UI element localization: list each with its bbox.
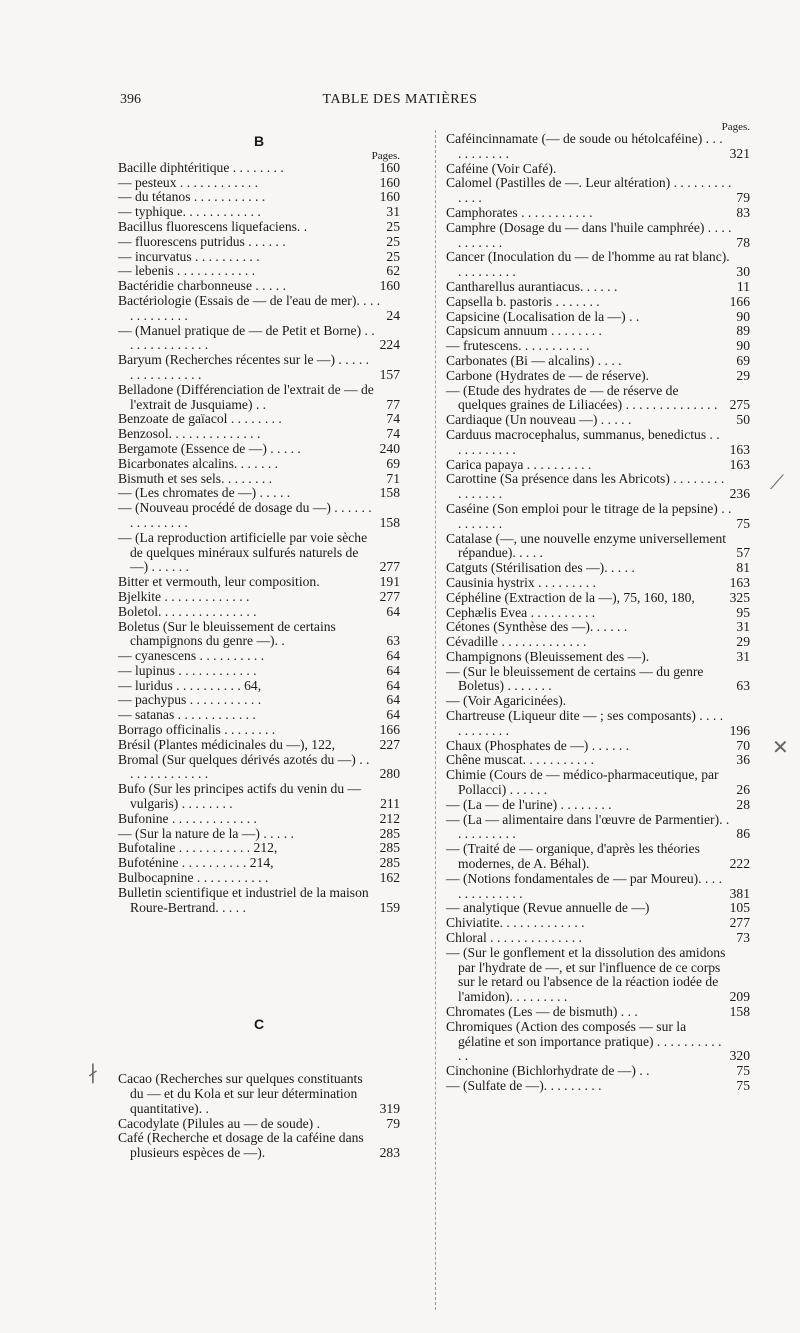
- index-entry: [118, 664, 400, 679]
- entry-page: 24: [386, 307, 400, 323]
- index-entry: [118, 205, 400, 220]
- entry-page: 71: [386, 470, 400, 486]
- entry-page: 90: [736, 338, 750, 354]
- entry-text: Bufoténine . . . . . . . . . . 214,: [118, 855, 274, 871]
- index-entry: [446, 798, 750, 813]
- index-entry: [446, 606, 750, 621]
- index-entry: [118, 161, 400, 176]
- entry-page: 319: [379, 1100, 400, 1116]
- entry-page: 285: [379, 825, 400, 841]
- entry-page: 166: [729, 293, 750, 309]
- index-entry: [446, 694, 750, 709]
- entry-text: Caséine (Son emploi pour le titrage de la pepsine) . . . . . . . . .: [446, 500, 732, 531]
- entry-text: Capsella b. pastoris . . . . . . .: [446, 293, 600, 309]
- entry-page: 30: [736, 264, 750, 280]
- index-entry: [446, 576, 750, 591]
- entry-text: Benzosol. . . . . . . . . . . . . .: [118, 426, 261, 442]
- entry-text: — fluorescens putridus . . . . . .: [118, 233, 286, 249]
- entry-page: 86: [736, 826, 750, 842]
- entry-text: — (Traité de — organique, d'après les théories modernes, de A. Béhal).: [446, 841, 700, 872]
- entry-text: — luridus . . . . . . . . . . 64,: [118, 677, 262, 693]
- entry-page: 25: [386, 248, 400, 264]
- entry-text: Bufonine . . . . . . . . . . . . .: [118, 810, 257, 826]
- index-entry: [118, 220, 400, 235]
- index-entry: [118, 324, 400, 354]
- index-entry: [118, 886, 400, 916]
- entry-text: — pachypus . . . . . . . . . . .: [118, 692, 262, 708]
- pencil-mark: ∤: [88, 1060, 98, 1084]
- entry-text: Chromiques (Action des composés — sur la gélatine et son importance pratique) . . . . . . . . . . . .: [446, 1018, 722, 1064]
- index-entry: [446, 295, 750, 310]
- entry-text: Caféine (Voir Café).: [446, 160, 557, 176]
- entry-page: 158: [729, 1004, 750, 1020]
- entry-text: — incurvatus . . . . . . . . . .: [118, 248, 260, 264]
- entry-text: Bufotaline . . . . . . . . . . . 212,: [118, 840, 278, 856]
- entry-page: 63: [736, 678, 750, 694]
- entry-page: 277: [729, 915, 750, 931]
- index-entry: [118, 620, 400, 650]
- index-entry: [118, 235, 400, 250]
- entry-page: 50: [736, 412, 750, 428]
- index-entry: [446, 842, 750, 872]
- entry-page: 285: [379, 840, 400, 856]
- index-entry: [118, 1117, 400, 1132]
- entry-text: Catguts (Stérilisation des —). . . . .: [446, 560, 635, 576]
- entry-text: — (Sulfate de —). . . . . . . . .: [446, 1078, 602, 1093]
- entry-page: 163: [729, 574, 750, 590]
- entry-page: 158: [379, 514, 400, 530]
- index-entry: [446, 413, 750, 428]
- index-entry: [446, 635, 750, 650]
- entry-text: Chaux (Phosphates de —) . . . . . .: [446, 737, 630, 753]
- pages-label: Pages.: [721, 121, 750, 133]
- index-entry: [118, 353, 400, 383]
- index-entry: [118, 782, 400, 812]
- index-entry: [446, 561, 750, 576]
- entry-page: 160: [379, 174, 400, 190]
- entry-page: 236: [729, 486, 750, 502]
- entry-text: — (Sur le gonflement et la dissolution des amidons par l'hydrate de —, et sur l'influence de ce corps sur le retard ou l'absence de la réaction iodée de l'amidon). . . . . . . . .: [446, 944, 726, 1005]
- index-entry: [118, 501, 400, 531]
- index-entry: [446, 650, 750, 665]
- entry-page: 75: [736, 1078, 750, 1093]
- entry-text: Cardiaque (Un nouveau —) . . . . .: [446, 412, 632, 428]
- entry-page: 212: [379, 810, 400, 826]
- entry-text: Baryum (Recherches récentes sur le —) . . . . . . . . . . . . . . . .: [118, 352, 370, 382]
- entry-page: 163: [729, 441, 750, 457]
- entry-page: 74: [386, 411, 400, 427]
- index-entry: [118, 649, 400, 664]
- entry-page: 62: [386, 263, 400, 279]
- entry-page: 157: [379, 366, 400, 382]
- entry-page: 166: [379, 722, 400, 738]
- index-entry: [118, 753, 400, 783]
- entry-page: 162: [379, 870, 400, 886]
- entry-page: 31: [386, 204, 400, 220]
- index-entry: [446, 369, 750, 384]
- index-entry: [118, 472, 400, 487]
- index-list-c-continued: [446, 132, 750, 1094]
- entry-text: Bjelkite . . . . . . . . . . . . .: [118, 588, 250, 604]
- entry-page: 64: [386, 707, 400, 723]
- entry-text: Brésil (Plantes médicinales du —), 122,: [118, 736, 336, 752]
- entry-page: 29: [736, 367, 750, 383]
- entry-page: 83: [736, 204, 750, 220]
- index-entry: [118, 723, 400, 738]
- entry-page: 70: [736, 737, 750, 753]
- entry-text: Bactéridie charbonneuse . . . . .: [118, 278, 286, 294]
- entry-page: 78: [736, 234, 750, 250]
- index-entry: [446, 339, 750, 354]
- index-entry: [446, 1020, 750, 1064]
- index-entry: [446, 280, 750, 295]
- entry-text: Bismuth et ses sels. . . . . . . .: [118, 470, 273, 486]
- entry-text: Carduus macrocephalus, summanus, benedictus . . . . . . . . . . .: [446, 426, 720, 457]
- right-column: [446, 120, 750, 1094]
- index-entry: [118, 279, 400, 294]
- index-entry: [118, 738, 400, 753]
- index-entry: [446, 221, 750, 251]
- section-letter-c: C: [253, 1016, 265, 1033]
- entry-text: — (Notions fondamentales de — par Moureu). . . . . . . . . . . . . .: [446, 870, 722, 901]
- index-entry: [446, 502, 750, 532]
- index-entry: [118, 190, 400, 205]
- index-entry: [118, 383, 400, 413]
- entry-text: Chêne muscat. . . . . . . . . . .: [446, 752, 594, 768]
- entry-text: Bulletin scientifique et industriel de la maison Roure-Bertrand. . . . .: [118, 884, 369, 915]
- index-entry: [118, 679, 400, 694]
- entry-text: Cantharellus aurantiacus. . . . . .: [446, 278, 618, 294]
- entry-text: — (La — alimentaire dans l'œuvre de Parmentier). . . . . . . . . . .: [446, 811, 730, 842]
- entry-text: Chartreuse (Liqueur dite — ; ses composants) . . . . . . . . . . . .: [446, 708, 724, 738]
- entry-text: Café (Recherche et dosage de la caféine dans plusieurs espèces de —).: [118, 1130, 364, 1161]
- index-entry: [446, 872, 750, 902]
- entry-text: Bacille diphtéritique . . . . . . . .: [118, 159, 284, 175]
- entry-page: 211: [380, 796, 400, 812]
- entry-text: — satanas . . . . . . . . . . . .: [118, 707, 256, 723]
- entry-page: 160: [379, 278, 400, 294]
- pages-label: Pages.: [371, 149, 400, 162]
- index-entry: [118, 708, 400, 723]
- entry-text: Carottine (Sa présence dans les Abricots) . . . . . . . . . . . . . . .: [446, 471, 725, 502]
- index-entry: [446, 946, 750, 1005]
- entry-page: 79: [736, 190, 750, 206]
- index-entry: [118, 427, 400, 442]
- entry-page: 64: [386, 648, 400, 664]
- entry-text: — (La reproduction artificielle par voie sèche de quelques minéraux sulfurés naturels de —) . . . . . .: [118, 529, 368, 575]
- entry-text: Cévadille . . . . . . . . . . . . .: [446, 634, 587, 650]
- entry-page: 64: [386, 677, 400, 693]
- index-entry: [446, 472, 750, 502]
- index-entry: [446, 384, 750, 414]
- index-entry: [118, 264, 400, 279]
- index-entry: [118, 1072, 400, 1116]
- index-entry: [118, 412, 400, 427]
- index-entry: [446, 916, 750, 931]
- entry-text: — frutescens. . . . . . . . . . .: [446, 338, 590, 354]
- entry-text: Bactériologie (Essais de — de l'eau de mer). . . . . . . . . . . . .: [118, 292, 381, 323]
- entry-page: 209: [729, 989, 750, 1005]
- entry-text: Calomel (Pastilles de —. Leur altération) . . . . . . . . . . . . .: [446, 175, 732, 206]
- entry-page: 160: [379, 159, 400, 175]
- entry-page: 81: [736, 560, 750, 576]
- entry-text: — lebenis . . . . . . . . . . . .: [118, 263, 256, 279]
- entry-page: 75: [736, 1063, 750, 1079]
- index-entry: [446, 324, 750, 339]
- entry-text: Chloral . . . . . . . . . . . . . .: [446, 930, 582, 946]
- entry-page: 25: [386, 218, 400, 234]
- index-entry: [446, 931, 750, 946]
- index-entry: [118, 590, 400, 605]
- entry-text: Caféincinnamate (— de soude ou hétolcaféine) . . . . . . . . . . .: [446, 131, 723, 161]
- pencil-mark: ✕: [772, 735, 789, 759]
- entry-page: 64: [386, 603, 400, 619]
- entry-page: 158: [379, 485, 400, 501]
- index-entry: [446, 250, 750, 280]
- entry-text: — (La — de l'urine) . . . . . . . .: [446, 796, 612, 812]
- entry-text: — (Nouveau procédé de dosage du —) . . . . . . . . . . . . . . .: [118, 500, 372, 530]
- index-entry: [446, 665, 750, 695]
- entry-page: 224: [379, 337, 400, 353]
- entry-page: 25: [386, 233, 400, 249]
- entry-text: Camphorates . . . . . . . . . . .: [446, 204, 593, 220]
- index-entry: [446, 739, 750, 754]
- entry-page: 163: [729, 456, 750, 472]
- entry-text: Champignons (Bleuissement des —).: [446, 648, 650, 664]
- entry-text: Bacillus fluorescens liquefaciens. .: [118, 218, 308, 234]
- entry-text: Bicarbonates alcalins. . . . . . .: [118, 455, 279, 471]
- running-title: TABLE DES MATIÈRES: [322, 92, 478, 107]
- entry-page: 95: [736, 604, 750, 620]
- entry-page: 240: [379, 440, 400, 456]
- entry-page: 90: [736, 308, 750, 324]
- entry-text: Causinia hystrix . . . . . . . . .: [446, 574, 596, 590]
- index-entry: [118, 605, 400, 620]
- index-entry: [118, 176, 400, 191]
- entry-page: 222: [729, 856, 750, 872]
- index-entry: [446, 768, 750, 798]
- entry-text: Chimie (Cours de — médico-pharmaceutique, par Pollacci) . . . . . .: [446, 767, 719, 798]
- index-entry: [118, 841, 400, 856]
- entry-page: 160: [379, 189, 400, 205]
- entry-page: 283: [379, 1145, 400, 1161]
- index-entry: [118, 457, 400, 472]
- entry-text: — (Manuel pratique de — de Petit et Borne) . . . . . . . . . . . . . .: [118, 322, 375, 353]
- index-entry: [446, 813, 750, 843]
- entry-page: 89: [736, 323, 750, 339]
- entry-text: — lupinus . . . . . . . . . . . .: [118, 662, 257, 678]
- entry-text: Catalase (—, une nouvelle enzyme universellement répandue). . . . .: [446, 530, 727, 561]
- index-entry: [118, 856, 400, 871]
- index-entry: [118, 1131, 400, 1161]
- entry-text: — analytique (Revue annuelle de —): [446, 900, 650, 916]
- entry-page: 159: [379, 899, 400, 915]
- entry-page: 69: [386, 455, 400, 471]
- column-divider: [435, 130, 436, 1310]
- index-entry: [118, 827, 400, 842]
- index-entry: [446, 428, 750, 458]
- index-entry: [118, 486, 400, 501]
- page-number: 396: [120, 92, 141, 107]
- entry-text: Bufo (Sur les principes actifs du venin du — vulgaris) . . . . . . . .: [118, 781, 362, 812]
- entry-page: 277: [379, 559, 400, 575]
- entry-text: Bromal (Sur quelques dérivés azotés du —) . . . . . . . . . . . . . .: [118, 751, 370, 782]
- entry-text: Camphre (Dosage du — dans l'huile camphrée) . . . . . . . . . . .: [446, 219, 732, 250]
- index-entry: [118, 294, 400, 324]
- entry-page: 325: [729, 589, 750, 605]
- entry-page: 28: [736, 796, 750, 812]
- entry-text: — du tétanos . . . . . . . . . . .: [118, 189, 266, 205]
- index-entry: [446, 132, 750, 162]
- entry-page: 29: [736, 634, 750, 650]
- entry-text: Carbonates (Bi — alcalins) . . . .: [446, 352, 622, 368]
- entry-text: — typhique. . . . . . . . . . . .: [118, 204, 261, 220]
- entry-text: Carica papaya . . . . . . . . . .: [446, 456, 592, 472]
- entry-text: Cacao (Recherches sur quelques constituants du — et du Kola et sur leur détermination quantitative). .: [118, 1071, 363, 1116]
- index-entry: [118, 442, 400, 457]
- index-entry: [446, 206, 750, 221]
- entry-page: 321: [729, 145, 750, 161]
- entry-page: 105: [729, 900, 750, 916]
- index-entry: [118, 575, 400, 590]
- entry-page: 64: [386, 692, 400, 708]
- entry-text: Cacodylate (Pilules au — de soude) .: [118, 1115, 320, 1131]
- entry-text: Cétones (Synthèse des —). . . . . .: [446, 619, 628, 635]
- index-entry: [446, 753, 750, 768]
- entry-text: Céphéline (Extraction de la —), 75, 160, 180,: [446, 589, 695, 605]
- index-entry: [118, 812, 400, 827]
- entry-text: — (Sur la nature de la —) . . . . .: [118, 825, 294, 841]
- index-entry: [446, 1005, 750, 1020]
- entry-page: 275: [729, 397, 750, 413]
- entry-text: — (Etude des hydrates de — de réserve de quelques graines de Liliacées) . . . . . . . . . . . . . .: [446, 382, 718, 413]
- index-entry: [446, 354, 750, 369]
- entry-page: 285: [379, 855, 400, 871]
- entry-page: 381: [729, 885, 750, 901]
- index-entry: [446, 1064, 750, 1079]
- left-column: [118, 120, 400, 1161]
- index-list-b: [118, 161, 400, 916]
- entry-page: 75: [736, 515, 750, 531]
- entry-page: 77: [386, 396, 400, 412]
- entry-text: Carbone (Hydrates de — de réserve).: [446, 367, 650, 383]
- entry-page: 69: [736, 352, 750, 368]
- index-entry: [118, 871, 400, 886]
- entry-text: Chromates (Les — de bismuth) . . .: [446, 1004, 638, 1020]
- entry-page: 191: [379, 574, 400, 590]
- entry-text: Boletol. . . . . . . . . . . . . . .: [118, 603, 257, 619]
- entry-page: 57: [736, 545, 750, 561]
- index-entry: [446, 709, 750, 739]
- entry-page: 31: [736, 648, 750, 664]
- index-entry: [118, 250, 400, 265]
- entry-text: Capsicine (Localisation de la —) . .: [446, 308, 640, 324]
- index-entry: [446, 591, 750, 606]
- entry-text: Borrago officinalis . . . . . . . .: [118, 722, 276, 738]
- entry-text: — (Les chromates de —) . . . . .: [118, 485, 291, 501]
- index-entry: [446, 176, 750, 206]
- index-entry: [446, 1079, 750, 1094]
- entry-text: Bulbocapnine . . . . . . . . . . .: [118, 870, 269, 886]
- entry-text: Cancer (Inoculation du — de l'homme au rat blanc). . . . . . . . . .: [446, 249, 730, 280]
- entry-page: 64: [386, 662, 400, 678]
- entry-page: 31: [736, 619, 750, 635]
- entry-page: 73: [736, 930, 750, 946]
- entry-page: 79: [386, 1115, 400, 1131]
- entry-page: 26: [736, 782, 750, 798]
- index-entry: [118, 693, 400, 708]
- entry-text: Bitter et vermouth, leur composition.: [118, 574, 320, 590]
- index-entry: [446, 162, 750, 177]
- index-entry: [446, 458, 750, 473]
- entry-page: 227: [379, 736, 400, 752]
- index-entry: [446, 532, 750, 562]
- index-entry: [446, 310, 750, 325]
- entry-text: Belladone (Différenciation de l'extrait de — de l'extrait de Jusquiame) . .: [118, 381, 374, 412]
- entry-page: 277: [379, 588, 400, 604]
- entry-page: 196: [729, 722, 750, 738]
- entry-text: — (Voir Agaricinées).: [446, 693, 567, 709]
- entry-text: Capsicum annuum . . . . . . . .: [446, 323, 602, 339]
- entry-text: Cinchonine (Bichlorhydrate de —) . .: [446, 1063, 650, 1079]
- entry-page: 36: [736, 752, 750, 768]
- entry-page: 63: [386, 633, 400, 649]
- page-header: [0, 92, 800, 112]
- index-entry: [118, 531, 400, 575]
- entry-text: Benzoate de gaïacol . . . . . . . .: [118, 411, 282, 427]
- section-letter-b: B: [253, 133, 265, 149]
- pencil-mark: ⟋: [770, 470, 784, 494]
- entry-text: Chiviatite. . . . . . . . . . . . .: [446, 915, 585, 931]
- index-entry: [446, 901, 750, 916]
- entry-text: — cyanescens . . . . . . . . . .: [118, 648, 265, 664]
- entry-page: 74: [386, 426, 400, 442]
- entry-page: 11: [736, 278, 750, 294]
- entry-text: Bergamote (Essence de —) . . . . .: [118, 440, 301, 456]
- entry-text: — (Sur le bleuissement de certains — du genre Boletus) . . . . . . .: [446, 663, 704, 694]
- index-entry: [446, 620, 750, 635]
- entry-text: Cephælis Evea . . . . . . . . . .: [446, 604, 596, 620]
- index-list-c: [118, 1072, 400, 1161]
- entry-page: 280: [379, 766, 400, 782]
- entry-text: Boletus (Sur le bleuissement de certains champignons du genre —). .: [118, 618, 336, 649]
- entry-page: 320: [729, 1048, 750, 1064]
- entry-text: — pesteux . . . . . . . . . . . .: [118, 174, 259, 190]
